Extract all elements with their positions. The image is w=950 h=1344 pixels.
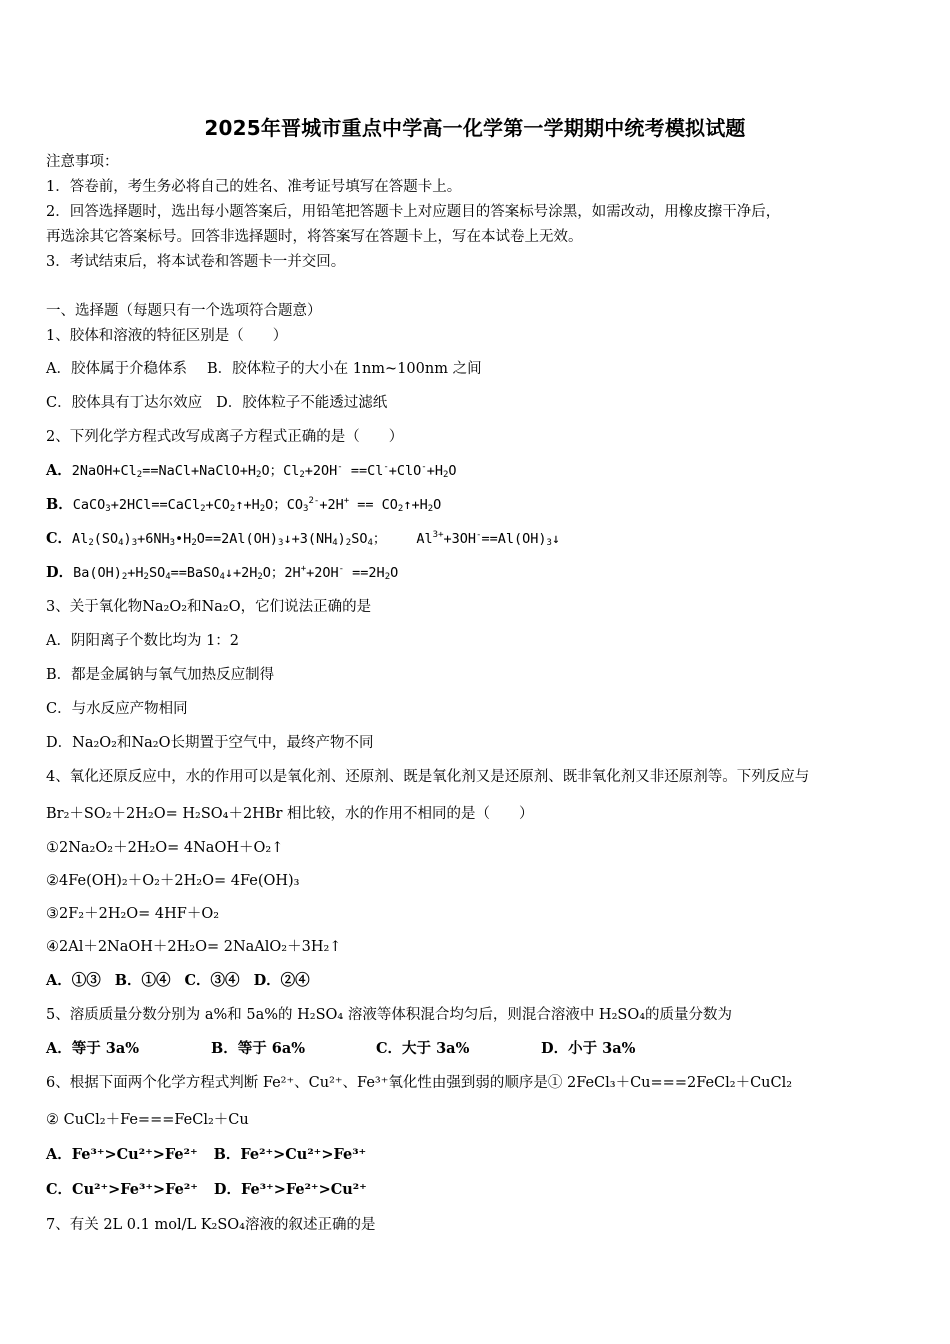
q4-option-c: C．③④ (184, 972, 240, 989)
q6-option-c: C．Cu²⁺>Fe³⁺>Fe²⁺ (46, 1181, 198, 1198)
q4-option-d: D．②④ (253, 972, 310, 989)
q4-reaction-2: ②4Fe(OH)₂＋O₂＋2H₂O= 4Fe(OH)₃ (46, 873, 300, 889)
q6-option-a: A．Fe³⁺>Cu²⁺>Fe²⁺ (46, 1146, 198, 1163)
q4-option-a: A．①③ (46, 972, 101, 989)
q2-option-d-label: D． (46, 564, 74, 581)
q2-option-c-label: C． (46, 530, 73, 547)
q2-option-c: C．$Al_2(SO_4)_3+6NH_3•H_2O==2Al(OH)_3↓+3(NH_4)_2SO_4$； $Al^{3+}+3OH^-==Al(OH)_3↓$ (46, 530, 561, 548)
notice-item-1: 1．答卷前，考生务必将自己的姓名、准考证号填写在答题卡上。 (46, 179, 462, 195)
q5-option-b: B．等于 6a% (211, 1040, 306, 1057)
q3-option-b: B．都是金属钠与氧气加热反应制得 (46, 667, 275, 683)
q3-option-c: C．与水反应产物相同 (46, 701, 188, 717)
q7-stem: 7、有关 2L 0.1 mol/L K₂SO₄溶液的叙述正确的是 (46, 1217, 376, 1233)
q6-option-b: B．Fe²⁺>Cu²⁺>Fe³⁺ (213, 1146, 367, 1163)
q4-reaction-1: ①2Na₂O₂＋2H₂O= 4NaOH＋O₂↑ (46, 840, 284, 856)
exam-title: 2025年晋城市重点中学高一化学第一学期期中统考模拟试题 (204, 116, 746, 140)
q5-option-c: C．大于 3a% (376, 1040, 470, 1057)
q1-options-row1 (46, 359, 482, 379)
q6-stem-line1: 6、根据下面两个化学方程式判断 Fe²⁺、Cu²⁺、Fe³⁺氧化性由强到弱的顺序是① 2FeCl₃＋Cu===2FeCl₂＋CuCl₂ (46, 1075, 793, 1091)
q4-option-b: B．①④ (114, 972, 171, 989)
q5-option-a: A．等于 3a% (46, 1040, 140, 1057)
q6-options-row1 (46, 1145, 366, 1165)
q2-option-a: A．$2NaOH+Cl_2==NaCl+NaClO+H_2O$；$Cl_2+2OH^- ==Cl^-+ClO^-+H_2O$ (46, 462, 457, 480)
q3-option-a: A．阴阳离子个数比均为 1：2 (46, 633, 240, 649)
q1-options-row2 (46, 393, 387, 413)
q5-stem: 5、溶质质量分数分别为 a%和 5a%的 H₂SO₄ 溶液等体积混合均匀后，则混合溶液中 H₂SO₄的质量分数为 (46, 1007, 733, 1023)
q4-stem-line2: Br₂＋SO₂＋2H₂O= H₂SO₄＋2HBr 相比较，水的作用不相同的是（ ） (46, 806, 534, 822)
q1-option-c: C．胶体具有丁达尔效应 (46, 395, 203, 411)
q2-option-a-label: A． (46, 462, 72, 479)
q1-option-a: A．胶体属于介稳体系 (46, 361, 187, 377)
section-heading: 一、选择题（每题只有一个选项符合题意） (46, 303, 322, 319)
notice-item-2-cont: 再选涂其它答案标号。回答非选择题时，将答案写在答题卡上，写在本试卷上无效。 (46, 229, 583, 245)
notice-heading: 注意事项： (46, 154, 119, 170)
q1-option-d: D．胶体粒子不能透过滤纸 (216, 395, 388, 411)
q3-option-d: D．Na₂O₂和Na₂O长期置于空气中，最终产物不同 (46, 735, 374, 751)
q5-option-d: D．小于 3a% (541, 1040, 636, 1057)
q6-options-row2 (46, 1180, 367, 1200)
q4-reaction-4: ④2Al＋2NaOH＋2H₂O= 2NaAlO₂＋3H₂↑ (46, 939, 342, 955)
q2-option-b-label: B． (46, 496, 73, 513)
q4-reaction-3: ③2F₂＋2H₂O= 4HF＋O₂ (46, 906, 220, 922)
q2-stem: 2、下列化学方程式改写成离子方程式正确的是（ ） (46, 429, 404, 445)
notice-item-2: 2．回答选择题时，选出每小题答案后，用铅笔把答题卡上对应题目的答案标号涂黑，如需改动，用橡皮擦干净后， (46, 204, 781, 220)
q5-options (46, 1039, 635, 1059)
q4-stem-line1: 4、氧化还原反应中，水的作用可以是氧化剂、还原剂、既是氧化剂又是还原剂、既非氧化剂又非还原剂等。下列反应与 (46, 769, 810, 785)
q1-stem: 1、胶体和溶液的特征区别是（ ） (46, 328, 288, 344)
q6-option-d: D．Fe³⁺>Fe²⁺>Cu²⁺ (213, 1181, 367, 1198)
q3-stem: 3、关于氧化物Na₂O₂和Na₂O，它们说法正确的是 (46, 599, 372, 615)
notice-item-3: 3．考试结束后，将本试卷和答题卡一并交回。 (46, 254, 346, 270)
q2-option-d: D．$Ba(OH)_2+H_2SO_4==BaSO_4↓+2H_2O$；$2H^++2OH^- ==2H_2O$ (46, 564, 399, 582)
q6-stem-line2: ② CuCl₂＋Fe===FeCl₂＋Cu (46, 1112, 249, 1128)
q2-option-b: B．$CaCO_3+2HCl==CaCl_2+CO_2↑+H_2O$；$CO_3^{2-}+2H^+$ == $CO_2↑+H_2O$ (46, 496, 442, 514)
q1-option-b: B．胶体粒子的大小在 1nm~100nm 之间 (206, 361, 482, 377)
q4-options (46, 971, 310, 991)
